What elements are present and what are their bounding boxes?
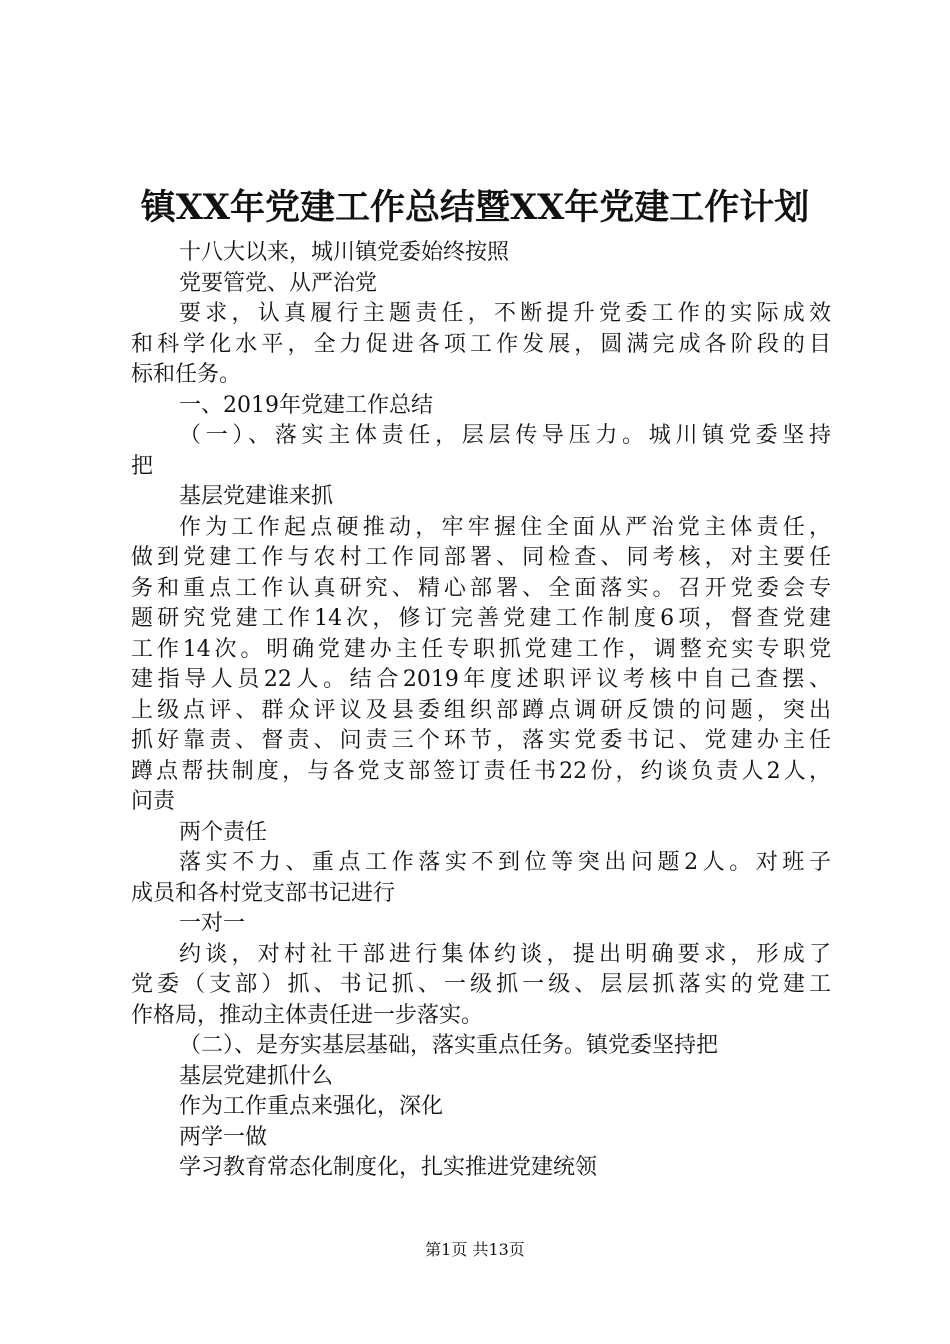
paragraph-line: 上级点评、群众评议及县委组织部蹲点调研反馈的问题，突出 xyxy=(131,697,831,723)
paragraph-line: 两学一做 xyxy=(179,1124,268,1150)
paragraph-line: 十八大以来，城川镇党委始终按照 xyxy=(179,240,510,265)
paragraph-line: 一对一 xyxy=(179,911,246,936)
paragraph-line: 作格局，推动主体责任进一步落实。 xyxy=(131,1002,484,1028)
paragraph-line: 工作14次。明确党建办主任专职抓党建工作，调整充实专职党 xyxy=(131,636,831,662)
page-footer: 第1页 共13页 xyxy=(425,1240,525,1259)
paragraph-line: 抓好靠责、督责、问责三个环节，落实党委书记、党建办主任 xyxy=(131,728,831,753)
paragraph-line: 学习教育常态化制度化，扎实推进党建统领 xyxy=(179,1155,598,1180)
paragraph-line: 蹲点帮扶制度，与各党支部签订责任书22份，约谈负责人2人， xyxy=(131,758,831,784)
paragraph-line: 作为工作重点来强化，深化 xyxy=(179,1094,444,1119)
paragraph-line: 问责 xyxy=(131,789,176,814)
paragraph-line: 基层党建抓什么 xyxy=(179,1063,334,1089)
paragraph-line: 作为工作起点硬推动，牢牢握住全面从严治党主体责任， xyxy=(179,514,831,540)
paragraph-line: 成员和各村党支部书记进行 xyxy=(131,880,396,906)
paragraph-line: 落实不力、重点工作落实不到位等突出问题2人。对班子 xyxy=(179,850,831,875)
paragraph-line: 和科学化水平，全力促进各项工作发展，圆满完成各阶段的目 xyxy=(131,331,831,357)
paragraph-line: 党委（支部）抓、书记抓、一级抓一级、层层抓落实的党建工 xyxy=(131,972,831,997)
paragraph-line: （一）、落实主体责任，层层传导压力。城川镇党委坚持 xyxy=(179,423,831,448)
document-body xyxy=(131,238,831,1184)
paragraph-line: 做到党建工作与农村工作同部署、同检查、同考核，对主要任 xyxy=(131,545,831,570)
paragraph-line: 务和重点工作认真研究、精心部署、全面落实。召开党委会专 xyxy=(131,575,831,601)
section-heading: 一、2019年党建工作总结 xyxy=(179,392,433,418)
paragraph-line: 题研究党建工作14次，修订完善党建工作制度6项，督查党建 xyxy=(131,606,831,631)
paragraph-line: 把 xyxy=(131,453,154,479)
paragraph-line: 要求，认真履行主题责任，不断提升党委工作的实际成效 xyxy=(179,301,831,326)
paragraph-line: 党要管党、从严治党 xyxy=(179,270,378,296)
paragraph-line: 约谈，对村社干部进行集体约谈，提出明确要求，形成了 xyxy=(179,941,831,967)
paragraph-line: 标和任务。 xyxy=(131,362,242,387)
paragraph-line: 建指导人员22人。结合2019年度述职评议考核中自己查摆、 xyxy=(131,667,831,692)
document-title: 镇XX年党建工作总结暨XX年党建工作计划 xyxy=(140,187,810,228)
paragraph-line: （二）、是夯实基层基础，落实重点任务。镇党委坚持把 xyxy=(179,1033,719,1058)
paragraph-line: 基层党建谁来抓 xyxy=(179,484,334,509)
paragraph-line: 两个责任 xyxy=(179,819,268,845)
